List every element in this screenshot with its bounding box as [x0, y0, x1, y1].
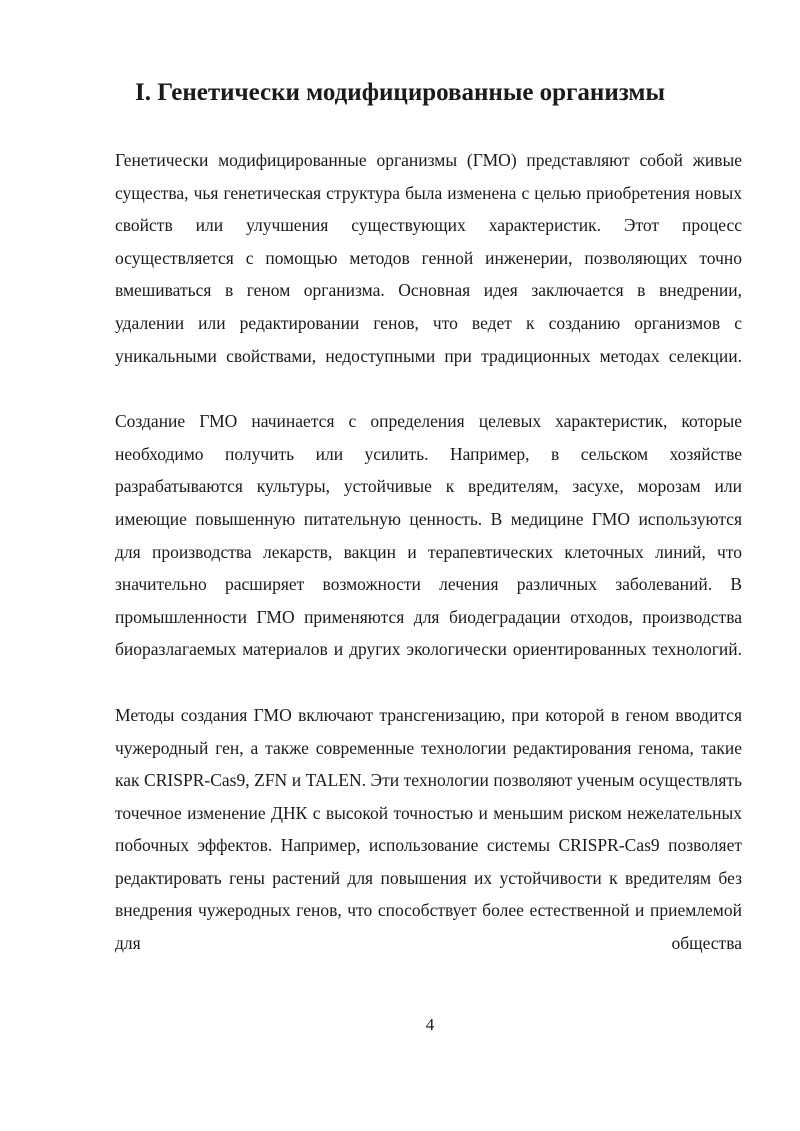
paragraph-gmo-methods: Методы создания ГМО включают трансгенизацию, при которой в геном вводится чужеродный ген, а также современные технологии редактирования генома, такие как CRISPR-Cas9, ZFN и TALEN. Эти технологии позволяют ученым осуществлять точечное изменение ДНК с высокой точностью и меньшим риском нежелательных побочных эффектов. Например, использование системы CRISPR-Cas9 позволяет редактировать гены растений для повышения их устойчивости к вредителям без внедрения чужеродных генов, что способствует более естественной и приемлемой для общества — [115, 704, 742, 954]
section-title: I. Генетически модифицированные организмы — [135, 79, 665, 106]
body-text — [115, 144, 742, 960]
paragraph-gmo-definition: Генетически модифицированные организмы (ГМО) представляют собой живые существа, чья генетическая структура была изменена с целью приобретения новых свойств или улучшения существующих характеристик. Этот процесс осуществляется с помощью методов генной инженерии, позволяющих точно вмешиваться в геном организма. Основная идея заключается в внедрении, удалении или редактировании генов, что ведет к созданию организмов с уникальными свойствами, недоступными при традиционных методах селекции. — [115, 150, 742, 366]
page-number: 4 — [425, 1015, 435, 1034]
paragraph-gmo-applications: Создание ГМО начинается с определения целевых характеристик, которые необходимо получить или усилить. Например, в сельском хозяйстве разрабатываются культуры, устойчивые к вредителям, засухе, морозам или имеющие повышенную питательную ценность. В медицине ГМО используются для производства лекарств, вакцин и терапевтических клеточных линий, что значительно расширяет возможности лечения различных заболеваний. В промышленности ГМО применяются для биодеградации отходов, производства биоразлагаемых материалов и других экологически ориентированных технологий. — [115, 411, 742, 660]
